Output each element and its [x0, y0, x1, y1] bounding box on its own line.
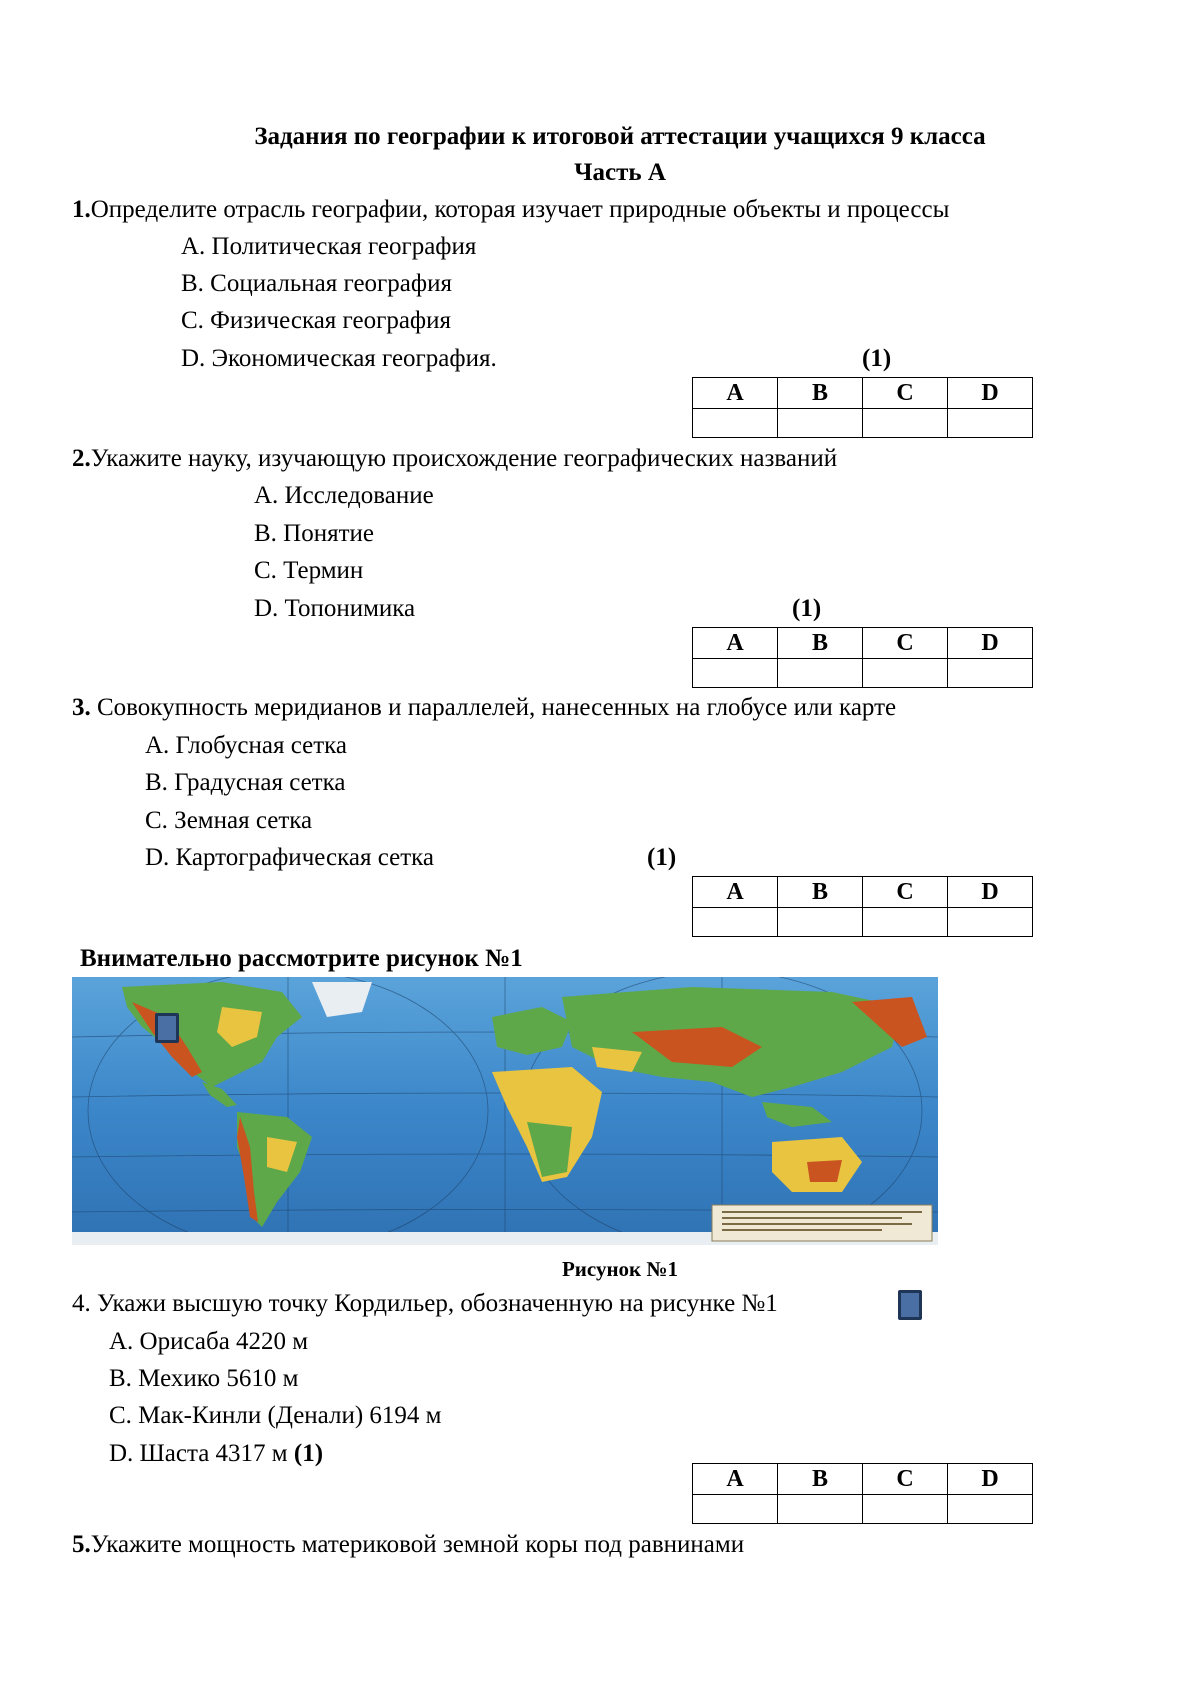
q2-option-a: А. Исследование: [254, 482, 434, 509]
q1-option-c: С. Физическая география: [181, 307, 452, 334]
map-marker-icon: [155, 1013, 179, 1043]
question-3: [72, 695, 896, 720]
answer-header-row: [693, 378, 1033, 409]
question-text: 4. Укажи высшую точку Кордильер, обозначенную на рисунке №1: [72, 1290, 778, 1317]
q3-option-b: В. Градусная сетка: [145, 769, 346, 796]
answer-input-row: [693, 659, 1033, 688]
q2-option-d: D. Топонимика: [254, 595, 416, 622]
question-number: 1.: [72, 196, 91, 223]
answer-cell-b[interactable]: [778, 659, 863, 688]
answer-cell-d[interactable]: [948, 908, 1033, 937]
answer-cell-d[interactable]: [948, 409, 1033, 438]
answer-input-row: [693, 409, 1033, 438]
answer-cell-a[interactable]: [693, 1495, 778, 1524]
q3-points: (1): [647, 844, 677, 871]
answer-header-d: D: [948, 628, 1033, 659]
answer-cell-a[interactable]: [693, 659, 778, 688]
answer-header-row: [693, 628, 1033, 659]
q2-option-c: С. Термин: [254, 557, 364, 584]
answer-header-row: [693, 877, 1033, 908]
q4-option-d: [109, 1441, 323, 1466]
figure-caption: Рисунок №1: [561, 1257, 679, 1281]
answer-cell-d[interactable]: [948, 1495, 1033, 1524]
q1-option-a: А. Политическая география: [181, 233, 477, 260]
answer-header-b: B: [778, 1464, 863, 1495]
answer-cell-c[interactable]: [863, 409, 948, 438]
answer-header-a: A: [693, 1464, 778, 1495]
answer-header-c: C: [863, 877, 948, 908]
question-number: 5.: [72, 1531, 91, 1558]
q1-option-b: В. Социальная география: [181, 270, 452, 297]
q1-answer-table: [692, 377, 1033, 438]
answer-header-a: A: [693, 628, 778, 659]
answer-cell-b[interactable]: [778, 908, 863, 937]
answer-input-row: [693, 908, 1033, 937]
q3-option-c: С. Земная сетка: [145, 807, 313, 834]
q4-points: (1): [293, 1440, 324, 1467]
answer-header-row: [693, 1464, 1033, 1495]
q1-points: (1): [862, 345, 892, 372]
answer-header-c: C: [863, 1464, 948, 1495]
part-title: Часть А: [574, 159, 666, 186]
q2-answer-table: [692, 627, 1033, 688]
answer-header-a: A: [693, 378, 778, 409]
q4-option-a: А. Орисаба 4220 м: [109, 1328, 309, 1355]
answer-cell-a[interactable]: [693, 409, 778, 438]
question-5: [72, 1532, 744, 1557]
answer-cell-b[interactable]: [778, 1495, 863, 1524]
q4-answer-table: [692, 1463, 1033, 1524]
q1-option-d: D. Экономическая география.: [181, 345, 497, 372]
question-number: 2.: [72, 445, 91, 472]
question-2: [72, 446, 837, 471]
world-map-svg: [72, 977, 938, 1245]
answer-cell-c[interactable]: [863, 908, 948, 937]
question-number: 3.: [72, 694, 91, 721]
answer-header-d: D: [948, 1464, 1033, 1495]
q3-option-a: А. Глобусная сетка: [145, 732, 347, 759]
answer-cell-a[interactable]: [693, 908, 778, 937]
option-text: D. Шаста 4317 м: [109, 1440, 294, 1467]
q3-answer-table: [692, 876, 1033, 937]
figure-intro: Внимательно рассмотрите рисунок №1: [80, 945, 523, 972]
answer-header-b: B: [778, 877, 863, 908]
answer-header-c: C: [863, 628, 948, 659]
question-text: Укажите мощность материковой земной коры под равнинами: [90, 1531, 745, 1558]
world-map-image: [72, 977, 938, 1245]
marker-legend-icon: [898, 1290, 922, 1320]
answer-header-b: B: [778, 628, 863, 659]
answer-header-d: D: [948, 877, 1033, 908]
answer-header-a: A: [693, 877, 778, 908]
q2-option-b: В. Понятие: [254, 520, 375, 547]
question-text: Укажите науку, изучающую происхождение географических названий: [90, 445, 838, 472]
page-title: Задания по географии к итоговой аттестации учащихся 9 класса: [254, 123, 986, 150]
q4-option-c: С. Мак-Кинли (Денали) 6194 м: [109, 1402, 442, 1429]
q2-points: (1): [792, 595, 822, 622]
answer-header-d: D: [948, 378, 1033, 409]
question-text: Определите отрасль географии, которая изучает природные объекты и процессы: [90, 196, 950, 223]
question-text: Совокупность меридианов и параллелей, нанесенных на глобусе или карте: [90, 694, 897, 721]
answer-cell-c[interactable]: [863, 1495, 948, 1524]
answer-cell-c[interactable]: [863, 659, 948, 688]
q4-option-b: В. Мехико 5610 м: [109, 1365, 299, 1392]
answer-header-b: B: [778, 378, 863, 409]
answer-header-c: C: [863, 378, 948, 409]
question-4: [72, 1291, 778, 1316]
answer-cell-d[interactable]: [948, 659, 1033, 688]
question-1: [72, 197, 949, 222]
answer-input-row: [693, 1495, 1033, 1524]
q3-option-d: D. Картографическая сетка: [145, 844, 434, 871]
answer-cell-b[interactable]: [778, 409, 863, 438]
